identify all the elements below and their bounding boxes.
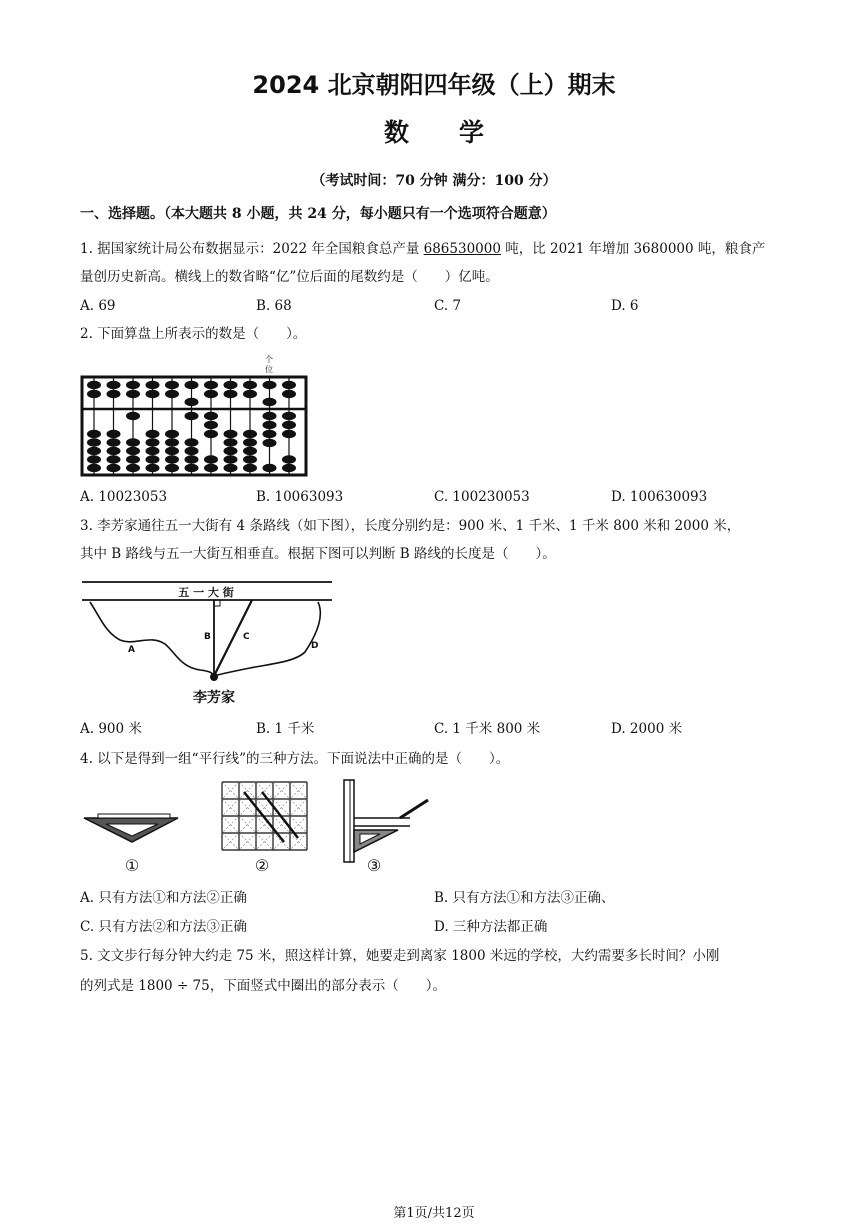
q2-option-b[interactable]: B. 10063093 [256,489,344,505]
q2-option-a[interactable]: A. 10023053 [80,489,168,505]
route-label-c: C [243,632,250,642]
abacus-bead [263,464,277,472]
home-point [210,673,218,681]
abacus-bead [165,438,179,446]
abacus-bead [165,464,179,472]
route-label-d: D [311,641,319,651]
abacus-bead [224,381,238,389]
q4-option-c[interactable]: C. 只有方法②和方法③正确 [80,919,247,935]
abacus-bead [87,464,101,472]
abacus-bead [165,390,179,398]
abacus-bead [224,438,238,446]
abacus-bead [204,381,218,389]
abacus-bead [126,464,140,472]
route-label-b: B [204,632,211,642]
abacus-bead [282,381,296,389]
q4-option-b[interactable]: B. 只有方法①和方法③正确、 [434,890,615,906]
abacus-bead [263,412,277,420]
abacus-bead [243,447,257,455]
abacus-bead [126,447,140,455]
route-label-a: A [128,645,135,655]
abacus-bead [146,390,160,398]
abacus-bead [224,390,238,398]
abacus-bead [282,464,296,472]
q1-option-a[interactable]: A. 69 [80,298,116,314]
abacus-bead [243,464,257,472]
abacus-bead [87,455,101,463]
abacus-bead [243,390,257,398]
abacus-bead [107,455,121,463]
abacus-bead [146,464,160,472]
q4-stem: 4. 以下是得到一组“平行线”的三种方法。下面说法中正确的是（ ）。 [80,751,510,767]
abacus-bead [224,447,238,455]
q2-stem: 2. 下面算盘上所表示的数是（ ）。 [80,326,307,342]
abacus-bead [204,421,218,429]
route-d-path [214,602,320,676]
abacus-bead [107,390,121,398]
route-map-figure [80,572,340,712]
abacus-bead [263,421,277,429]
abacus-bead [185,412,199,420]
abacus-bead [126,412,140,420]
abacus-bead [243,455,257,463]
q3-option-d[interactable]: D. 2000 米 [611,721,683,737]
abacus-bead [224,430,238,438]
abacus-bead [263,381,277,389]
abacus-bead [165,430,179,438]
method-1-label: ① [124,856,140,875]
abacus-bead [107,464,121,472]
method-3-pencil [400,800,428,818]
abacus-bead [165,455,179,463]
abacus-bead [282,412,296,420]
abacus-bead [126,455,140,463]
method-1-ruler [98,814,170,818]
q1-line1-post: 吨，比 2021 年增加 3680000 吨，粮食产 [500,241,766,257]
q4-option-d[interactable]: D. 三种方法都正确 [434,919,548,935]
exam-info: （考试时间：70 分钟 满分：100 分） [311,173,557,189]
q2-option-d[interactable]: D. 100630093 [611,489,708,505]
abacus-bead [87,390,101,398]
home-label: 李芳家 [193,690,235,706]
q2-option-c[interactable]: C. 100230053 [434,489,530,505]
abacus-bead [146,381,160,389]
abacus-bead [185,398,199,406]
abacus-bead [126,438,140,446]
abacus-bead [87,447,101,455]
method-2-label: ② [254,856,270,875]
q3-option-b[interactable]: B. 1 千米 [256,721,315,737]
q1-line1 [80,241,765,257]
abacus-bead [107,438,121,446]
abacus-bead [224,464,238,472]
abacus-bead [146,455,160,463]
abacus-bead [185,381,199,389]
abacus-bead [185,438,199,446]
q1-option-c[interactable]: C. 7 [434,298,462,314]
abacus-bead [263,439,277,447]
abacus-bead [243,438,257,446]
abacus-bead [204,455,218,463]
q1-option-d[interactable]: D. 6 [611,298,639,314]
abacus-bead [185,464,199,472]
method-3-figure [338,778,438,878]
abacus-bead [282,455,296,463]
abacus-bead [126,381,140,389]
abacus-bead [107,430,121,438]
abacus-bead [87,430,101,438]
abacus-bead [165,381,179,389]
q1-line2: 量创历史新高。横线上的数省略“亿”位后面的尾数约是（ ）亿吨。 [80,269,499,285]
abacus-bead [204,464,218,472]
page-number: 第1页/共12页 [393,1206,475,1221]
abacus-bead [282,430,296,438]
street-label: 五 一 大 街 [178,586,234,599]
abacus-bead [282,390,296,398]
q1-underlined-number: 686530000 [423,241,501,257]
abacus-bead [165,447,179,455]
q5-line2: 的列式是 1800 ÷ 75，下面竖式中圈出的部分表示（ ）。 [80,978,446,994]
abacus-bead [204,412,218,420]
abacus-bead [243,430,257,438]
section-heading: 一、选择题。（本大题共 8 小题，共 24 分，每小题只有一个选项符合题意） [80,206,556,222]
page-title: 2024 北京朝阳四年级（上）期末 [252,71,616,99]
abacus-bead [87,438,101,446]
abacus-ones-label-1: 个 [265,355,273,364]
q1-option-b[interactable]: B. 68 [256,298,292,314]
method-3-ruler [344,780,354,862]
abacus-bead [185,455,199,463]
q5-line1: 5. 文文步行每分钟大约走 75 米，照这样计算，她要走到离家 1800 米远的学校，大约需要多长时间？小刚 [80,948,720,964]
abacus-bead [224,455,238,463]
abacus-bead [185,447,199,455]
abacus-bead [282,421,296,429]
method-3-label: ③ [366,856,382,875]
abacus-bead [87,381,101,389]
subject-title: 数 学 [383,118,484,147]
abacus-ones-label-2: 位 [265,365,273,374]
abacus-bead [263,430,277,438]
abacus-bead [126,390,140,398]
q4-option-a[interactable]: A. 只有方法①和方法②正确 [80,890,247,906]
abacus-figure [78,350,318,480]
abacus-bead [204,390,218,398]
method-1-figure [80,778,190,878]
abacus-bead [146,430,160,438]
abacus-bead [146,447,160,455]
q3-line2: 其中 B 路线与五一大街互相垂直。根据下图可以判断 B 路线的长度是（ ）。 [80,546,556,562]
q1-line1-pre: 1. 据国家统计局公布数据显示：2022 年全国粮食总产量 [80,241,424,257]
abacus-bead [263,398,277,406]
route-a-path [90,602,214,676]
abacus-bead [243,381,257,389]
abacus-bead [204,430,218,438]
method-2-figure [218,778,318,878]
abacus-bead [146,438,160,446]
q3-option-a[interactable]: A. 900 米 [80,721,142,737]
q3-line1: 3. 李芳家通往五一大街有 4 条路线（如下图），长度分别约是：900 米、1 千米、1 千米 800 米和 2000 米， [80,518,741,534]
abacus-bead [107,381,121,389]
q3-option-c[interactable]: C. 1 千米 800 米 [434,721,541,737]
abacus-bead [107,447,121,455]
